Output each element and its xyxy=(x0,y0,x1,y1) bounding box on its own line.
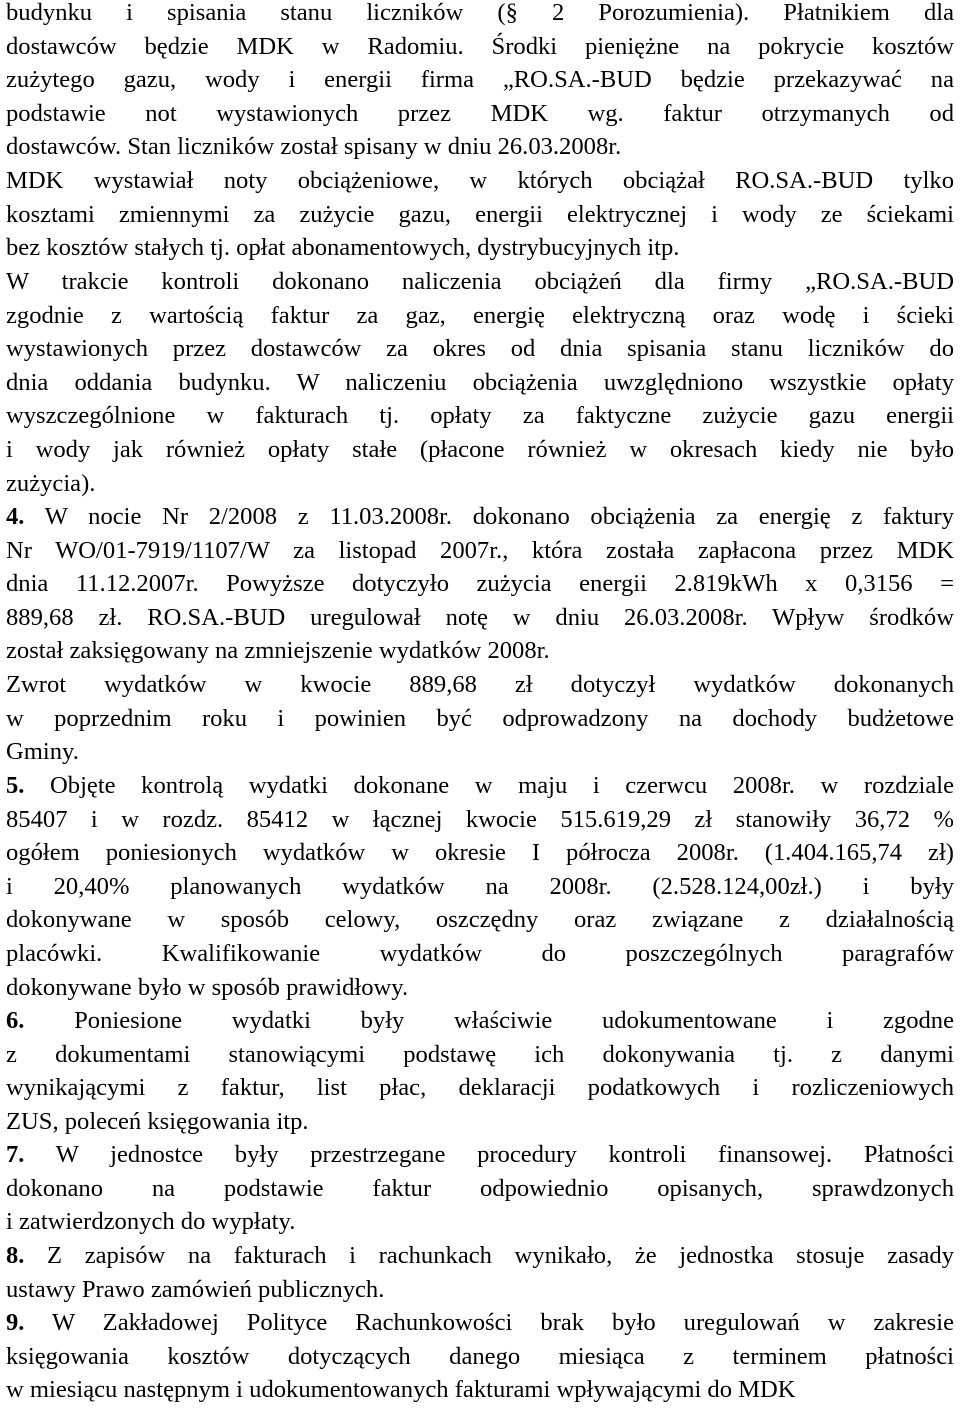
text-line: Zwrot wydatków w kwocie 889,68 zł dotyczył wydatków dokonanych xyxy=(6,671,954,698)
text-line: ustawy Prawo zamówień publicznych. xyxy=(6,1275,385,1303)
item-number: 5. xyxy=(6,772,25,799)
item-number: 7. xyxy=(6,1141,25,1168)
text-line: 9. W Zakładowej Polityce Rachunkowości brak było uregulowań w zakresie xyxy=(6,1309,954,1336)
text-line: placówki. Kwalifikowanie wydatków do poszczególnych paragrafów xyxy=(6,939,954,967)
paragraph-item-7 xyxy=(6,1138,954,1239)
text-line: ZUS, poleceń księgowania itp. xyxy=(6,1107,309,1135)
item-number: 8. xyxy=(6,1242,25,1269)
text-line: i wody jak również opłaty stałe (płacone również w okresach kiedy nie było xyxy=(6,435,954,463)
text-line: zużytego gazu, wody i energii firma „RO.SA.-BUD będzie przekazywać na xyxy=(6,66,954,94)
text-line: 8. Z zapisów na fakturach i rachunkach wynikało, że jednostka stosuje zasady xyxy=(6,1242,954,1269)
text-line: został zaksięgowany na zmniejszenie wydatków 2008r. xyxy=(6,637,550,665)
text-line: 4. W nocie Nr 2/2008 z 11.03.2008r. dokonano obciążenia za energię z faktury xyxy=(6,503,954,530)
text-line: księgowania kosztów dotyczących danego miesiąca z terminem płatności xyxy=(6,1342,954,1370)
text-line: z dokumentami stanowiącymi podstawę ich dokonywania tj. z danymi xyxy=(6,1040,954,1068)
text-line: dostawców będzie MDK w Radomiu. Środki pieniężne na pokrycie kosztów xyxy=(6,32,954,60)
text-line: 5. Objęte kontrolą wydatki dokonane w maju i czerwcu 2008r. w rozdziale xyxy=(6,772,954,799)
text-line: i zatwierdzonych do wypłaty. xyxy=(6,1208,296,1236)
text-line: Nr WO/01-7919/1107/W za listopad 2007r., która została zapłacona przez MDK xyxy=(6,536,954,564)
paragraph-settlement-terms xyxy=(6,0,954,164)
text-line: bez kosztów stałych tj. opłat abonamentowych, dystrybucyjnych itp. xyxy=(6,234,680,262)
text-line: w miesiącu następnym i udokumentowanych fakturami wpływającymi do MDK xyxy=(6,1376,796,1404)
text-line: w poprzednim roku i powinien być odprowadzony na dochody budżetowe xyxy=(6,704,954,732)
paragraph-debit-notes xyxy=(6,164,954,265)
text-line: 7. W jednostce były przestrzegane procedury kontroli finansowej. Płatności xyxy=(6,1141,954,1168)
text-line: dokonano na podstawie faktur odpowiednio opisanych, sprawdzonych xyxy=(6,1174,954,1202)
text-line: dokonywane w sposób celowy, oszczędny oraz związane z działalnością xyxy=(6,906,954,934)
text-line: wystawionych przez dostawców za okres od dnia spisania stanu liczników do xyxy=(6,335,954,363)
text-line: W trakcie kontroli dokonano naliczenia obciążeń dla firmy „RO.SA.-BUD xyxy=(6,268,954,295)
text-line: budynku i spisania stanu liczników (§ 2 Porozumienia). Płatnikiem dla xyxy=(6,0,954,26)
text-line: MDK wystawiał noty obciążeniowe, w których obciążał RO.SA.-BUD tylko xyxy=(6,167,954,194)
text-line: dostawców. Stan liczników został spisany w dniu 26.03.2008r. xyxy=(6,133,622,161)
text-line: ogółem poniesionych wydatków w okresie I półrocza 2008r. (1.404.165,74 zł) xyxy=(6,839,954,867)
text-line: dnia oddania budynku. W naliczeniu obciążenia uwzględniono wszystkie opłaty xyxy=(6,368,954,396)
paragraph-item-6 xyxy=(6,1004,954,1138)
paragraph-item-9 xyxy=(6,1306,954,1407)
text-line: dokonywane było w sposób prawidłowy. xyxy=(6,973,409,1001)
text-line: zużycia). xyxy=(6,469,96,497)
item-number: 6. xyxy=(6,1007,25,1034)
item-number: 4. xyxy=(6,503,25,530)
item-number: 9. xyxy=(6,1309,25,1336)
text-line: 85407 i w rozdz. 85412 w łącznej kwocie 515.619,29 zł stanowiły 36,72 % xyxy=(6,805,954,833)
text-line: i 20,40% planowanych wydatków na 2008r. (2.528.124,00zł.) i były xyxy=(6,872,954,900)
text-line: podstawie not wystawionych przez MDK wg. faktur otrzymanych od xyxy=(6,99,954,127)
text-line: wynikającymi z faktur, list płac, deklaracji podatkowych i rozliczeniowych xyxy=(6,1074,954,1102)
text-line: Gminy. xyxy=(6,738,79,766)
paragraph-refund xyxy=(6,668,954,769)
paragraph-item-4 xyxy=(6,500,954,668)
paragraph-item-8 xyxy=(6,1239,954,1306)
text-line: 6. Poniesione wydatki były właściwie udokumentowane i zgodne xyxy=(6,1007,954,1034)
text-line: dnia 11.12.2007r. Powyższe dotyczyło zużycia energii 2.819kWh x 0,3156 = xyxy=(6,570,954,598)
text-line: kosztami zmiennymi za zużycie gazu, energii elektrycznej i wody ze ściekami xyxy=(6,200,954,228)
text-line: 889,68 zł. RO.SA.-BUD uregulował notę w dniu 26.03.2008r. Wpływ środków xyxy=(6,603,954,631)
paragraph-audit-charges xyxy=(6,265,954,500)
paragraph-item-5 xyxy=(6,769,954,1004)
text-line: zgodnie z wartością faktur za gaz, energię elektryczną oraz wodę i ścieki xyxy=(6,301,954,329)
text-line: wyszczególnione w fakturach tj. opłaty za faktyczne zużycie gazu energii xyxy=(6,402,954,430)
